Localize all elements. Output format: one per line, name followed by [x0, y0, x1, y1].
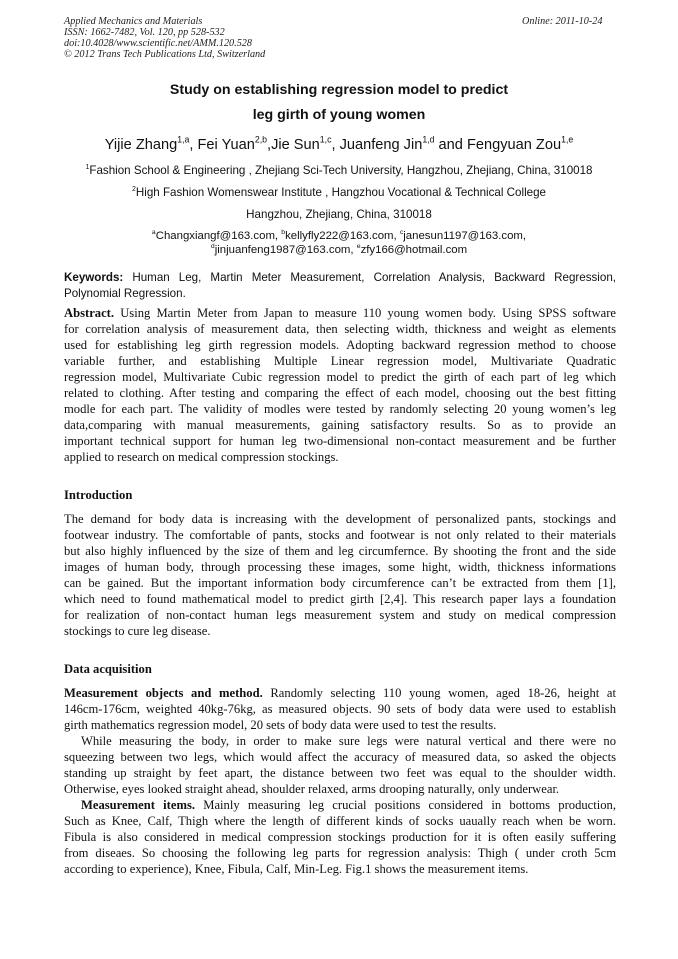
introduction-line: footwear industry. The comfortable of pants, stocks and footwear is not only related to their materials	[64, 528, 616, 542]
author-separator: ,	[331, 137, 340, 153]
author-emails-line-2	[0, 244, 678, 257]
introduction-line: The demand for body data is increasing with the development of personalized pants, stockings and	[64, 512, 616, 526]
email-d[interactable]: jinjuanfeng1987@163.com,	[214, 244, 357, 256]
copyright-line: © 2012 Trans Tech Publications Ltd, Switzerland	[64, 49, 266, 60]
objects-line: 146cm-176cm, weighted 40kg-76kg, as measured objects. 90 sets of body data were used to establish	[64, 702, 616, 716]
affiliation-1	[0, 164, 678, 177]
objects-line: girth mathematics regression model, 20 sets of body data were used to test the results.	[64, 718, 497, 732]
doi-line: doi:10.4028/www.scientific.net/AMM.120.528	[64, 38, 252, 49]
author-separator: ,	[267, 137, 272, 153]
abstract-line: for correlation analysis of measurement data, then selecting width, thickness and weight as elements	[64, 322, 616, 336]
section-heading-data-acquisition: Data acquisition	[64, 662, 152, 676]
keywords	[64, 270, 616, 301]
author-name: Fengyuan Zou	[466, 137, 562, 153]
email-mark: a	[151, 228, 156, 236]
author-separator: and	[434, 137, 467, 153]
author-name: Jie Sun	[271, 137, 320, 153]
posture-line: While measuring the body, in order to make sure legs were natural vertical and there were no	[81, 734, 616, 748]
items-line: Such as Knee, Calf, Thigh where the length of different kinds of socks uaually reach when be worn.	[64, 814, 616, 828]
objects-text: Randomly selecting 110 young women, aged 18-26, height at	[262, 686, 617, 700]
introduction-line: images of human body, through processing these images, some hight, width, thickness informations	[64, 560, 616, 574]
email-b[interactable]: kellyfly222@163.com,	[285, 230, 400, 242]
paper-title-line-1: Study on establishing regression model to predict	[169, 82, 509, 98]
introduction-line: stockings to cure leg disease.	[64, 624, 211, 638]
introduction-line: for realization of non-contact human legs measurement system and study on medical compression	[64, 608, 616, 622]
issn-line: ISSN: 1662-7482, Vol. 120, pp 528-532	[64, 27, 225, 38]
posture-line: squeezing between two legs, which would affect the accuracy of measured data, so asked the objects	[64, 750, 616, 764]
affiliation-text: High Fashion Womenswear Institute , Hangzhou Vocational & Technical College	[135, 186, 546, 199]
email-mark: d	[210, 242, 215, 250]
author-emails-line-1	[0, 230, 678, 243]
email-mark: c	[399, 228, 404, 236]
affiliation-2-address: Hangzhou, Zhejiang, China, 310018	[246, 208, 432, 221]
keywords-label: Keywords:	[64, 271, 124, 284]
affiliation-2	[0, 186, 678, 199]
author-affiliation-mark: 1,a	[177, 134, 190, 145]
author-affiliation-mark: 1,e	[561, 134, 574, 145]
items-label: Measurement items.	[81, 798, 195, 812]
email-mark: e	[356, 242, 361, 250]
affiliation-text: Fashion School & Engineering , Zhejiang Sci-Tech University, Hangzhou, Zhejiang, China, 310018	[89, 164, 593, 177]
abstract-text: Using Martin Meter from Japan to measure 110 young women body. Using SPSS software	[114, 306, 616, 320]
author-name: Juanfeng Jin	[339, 137, 423, 153]
abstract-line: regression model, Multivariate Cubic regression model to predict the girth of each part of leg which	[64, 370, 616, 384]
abstract-line: data,comparing with manual measurements, gaining satisfactory results. So as to provide an	[64, 418, 616, 432]
introduction-line: which need to found mathematical model to predict girth [2,4]. This research paper lays a foundation	[64, 592, 616, 606]
abstract-line: applied to research on medical compression stockings.	[64, 450, 339, 464]
abstract-label: Abstract.	[64, 306, 115, 320]
author-affiliation-mark: 1,c	[319, 134, 332, 145]
objects-label: Measurement objects and method.	[64, 686, 263, 700]
abstract-line	[64, 306, 616, 321]
items-text: Mainly measuring leg crucial positions considered in bottoms production,	[195, 798, 616, 812]
email-mark: b	[281, 228, 286, 236]
abstract-line: important technical support for human leg two-dimensional non-contact measurement and be further	[64, 434, 616, 448]
author-name: Fei Yuan	[197, 137, 255, 153]
online-date: Online: 2011-10-24	[522, 16, 603, 27]
journal-name: Applied Mechanics and Materials	[64, 16, 203, 27]
email-c[interactable]: janesun1197@163.com,	[403, 230, 527, 242]
affiliation-mark: 1	[85, 163, 90, 171]
section-heading-introduction: Introduction	[64, 488, 133, 502]
author-affiliation-mark: 2,b	[254, 134, 268, 145]
items-line: according to experience), Knee, Fibula, Calf, Min-Leg. Fig.1 shows the measurement items.	[64, 862, 529, 876]
posture-line: Otherwise, eyes looked straight ahead, shoulder relaxed, arms drooping naturally, only underwear.	[64, 782, 560, 796]
email-a[interactable]: Changxiangf@163.com,	[155, 230, 282, 242]
paper-title-line-2: leg girth of young women	[252, 107, 426, 123]
abstract-line: used for establishing leg girth regression models. Adopting backward regression method to choose	[64, 338, 616, 352]
author-name: Yijie Zhang	[104, 137, 178, 153]
abstract-line: modle for each part. The validity of modles were tested by randomly selecting 20 young women’s leg	[64, 402, 616, 416]
affiliation-mark: 2	[132, 185, 136, 193]
introduction-line: can be gained. But the important information body circumference can’t be extracted from them [1],	[64, 576, 616, 590]
abstract-line: related to clothing. After testing and comparing the effect of each model, choosing out the best fitting	[64, 386, 616, 400]
items-line	[81, 798, 616, 813]
posture-line: standing up straight by feet apart, the distance between two feet was equal to the shoulder width.	[64, 766, 616, 780]
items-line: Fibula is also considered in medical compression stockings production for it is often easily suffering	[64, 830, 616, 844]
items-line: from diseaes. So choosing the following leg parts for regression analysis: Thigh ( under croth 5cm	[64, 846, 616, 860]
introduction-line: but also highly influenced by the size of them and leg circumfernce. By shooting the front and the side	[64, 544, 616, 558]
abstract-line: variable further, and establishing Multiple Linear regression model, Multivariate Quadratic	[64, 354, 616, 368]
author-affiliation-mark: 1,d	[422, 134, 435, 145]
email-e[interactable]: zfy166@hotmail.com	[360, 244, 468, 256]
author-separator: ,	[189, 137, 198, 153]
objects-line	[64, 686, 616, 701]
author-list	[0, 134, 678, 153]
keywords-text: Human Leg, Martin Meter Measurement, Correlation Analysis, Backward Regression, Polynomial Regression.	[64, 271, 616, 300]
